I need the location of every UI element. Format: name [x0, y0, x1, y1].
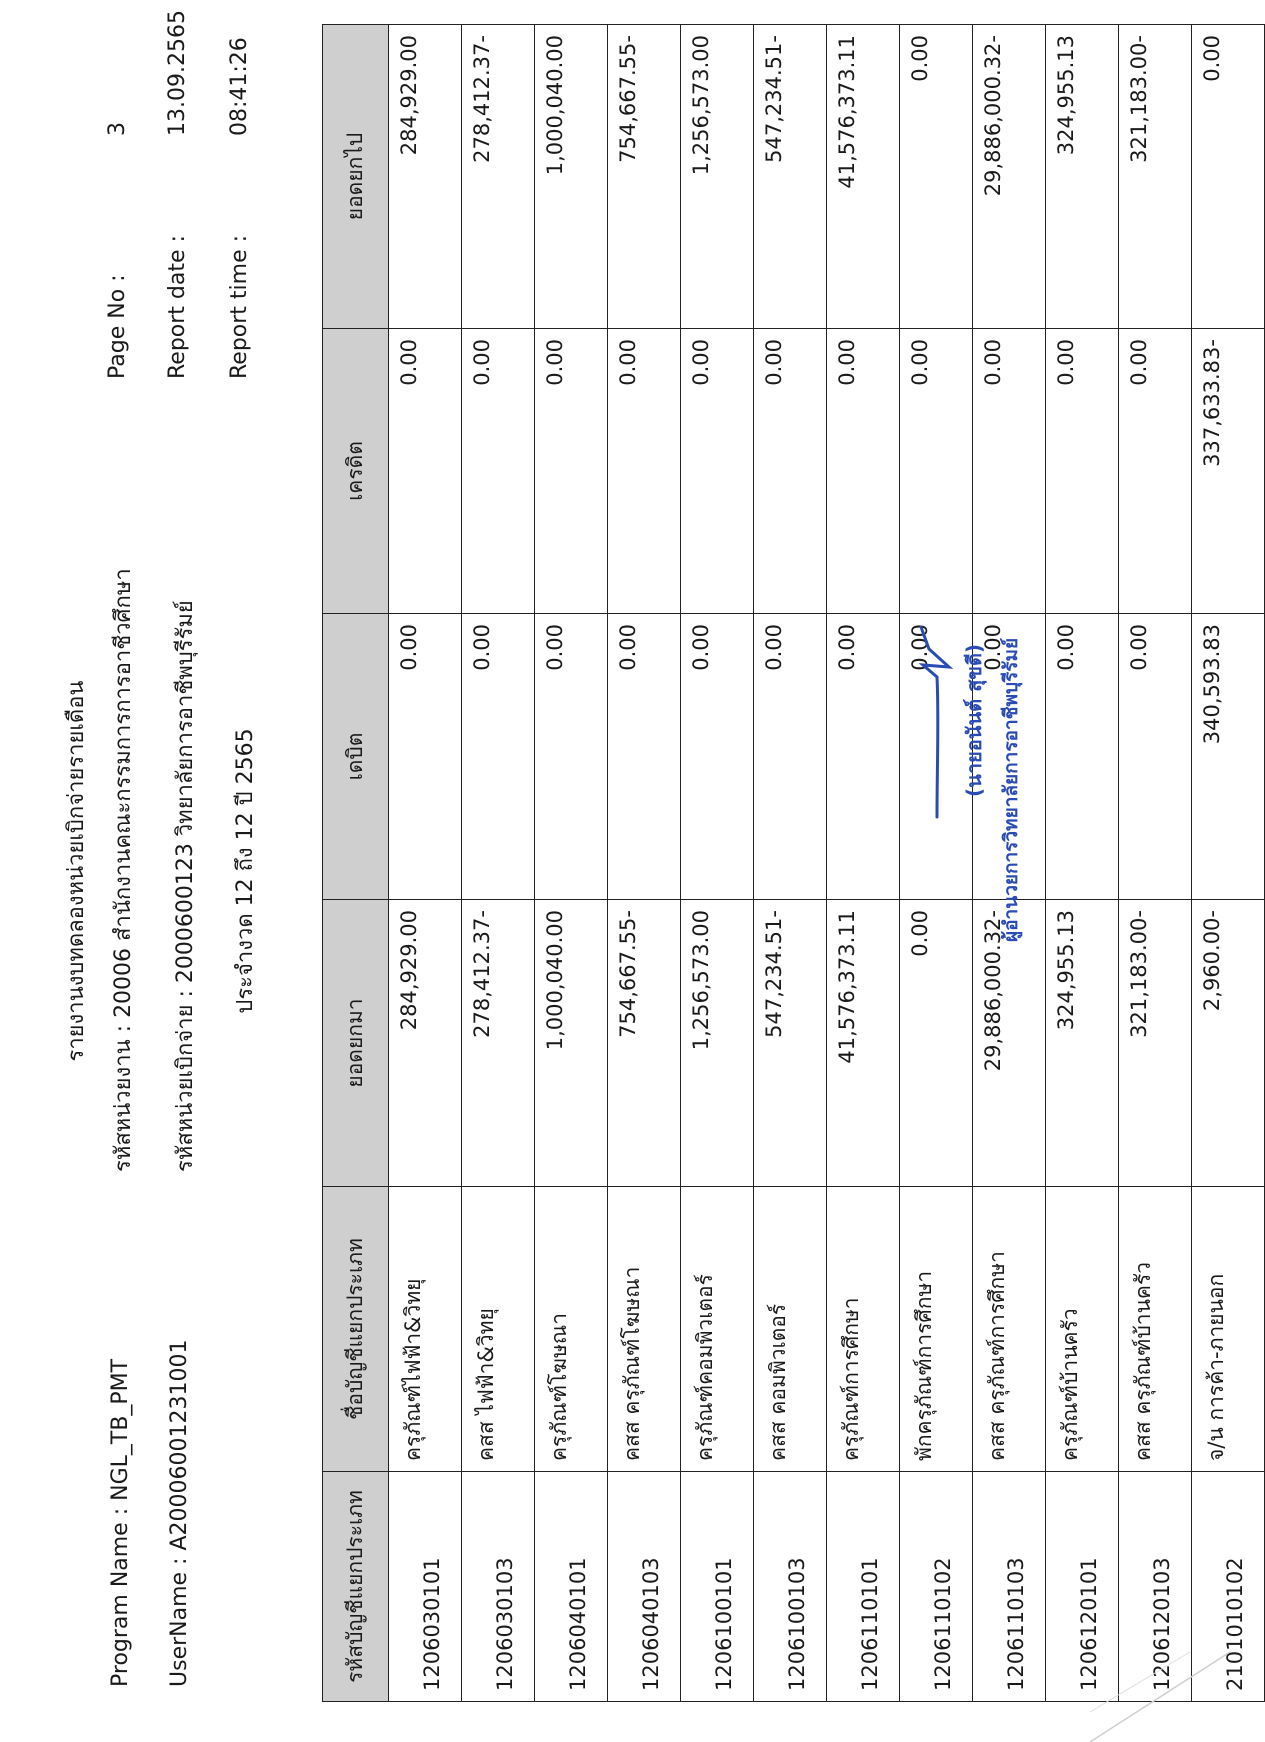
cell-closing-balance: 0.00 — [1192, 25, 1265, 329]
cell-account-name: ครุภัณฑ์การศึกษา — [827, 1187, 900, 1472]
cell-debit: 0.00 — [973, 614, 1046, 900]
cell-opening-balance: 29,886,000.32- — [973, 900, 1046, 1187]
cell-debit: 0.00 — [462, 614, 535, 900]
col-header-opening-balance: ยอดยกมา — [323, 900, 389, 1187]
cell-account-name: ครุภัณฑ์คอมพิวเตอร์ — [681, 1187, 754, 1472]
table-row — [1119, 25, 1192, 1702]
cell-closing-balance: 29,886,000.32- — [973, 25, 1046, 329]
page-no-label: Page No : — [105, 274, 130, 379]
cell-opening-balance: 278,412.37- — [462, 900, 535, 1187]
cell-account-name: ครุภัณฑ์โฆษณา — [535, 1187, 608, 1472]
stamp-position: ผู้อำนวยการวิทยาลัยการอาชีพบุรีรัมย์ — [1000, 637, 1022, 942]
cell-account-name: คสส ครุภัณฑ์โฆษณา — [608, 1187, 681, 1472]
cell-opening-balance: 284,929.00 — [389, 900, 462, 1187]
col-header-account-code: รหัสบัญชีแยกประเภท — [323, 1472, 389, 1702]
cell-closing-balance: 547,234.51- — [754, 25, 827, 329]
cell-account-name: ครุภัณฑ์ไฟฟ้า&วิทยุ — [389, 1187, 462, 1472]
cell-debit: 0.00 — [754, 614, 827, 900]
cell-credit: 0.00 — [827, 329, 900, 614]
table-row — [681, 25, 754, 1702]
cell-closing-balance: 284,929.00 — [389, 25, 462, 329]
cell-account-code: 1206100103 — [754, 1472, 827, 1702]
cell-credit: 0.00 — [1046, 329, 1119, 614]
trial-balance-table — [322, 24, 1265, 1702]
report-date-value: 13.09.2565 — [165, 10, 190, 136]
table-row — [389, 25, 462, 1702]
table-row — [608, 25, 681, 1702]
cell-opening-balance: 1,000,040.00 — [535, 900, 608, 1187]
cell-opening-balance: 547,234.51- — [754, 900, 827, 1187]
cell-account-name: พักครุภัณฑ์การศึกษา — [900, 1187, 973, 1472]
report-time-label: Report time : — [227, 234, 252, 379]
cell-opening-balance: 321,183.00- — [1119, 900, 1192, 1187]
cell-account-code: 1206040103 — [608, 1472, 681, 1702]
cell-credit: 0.00 — [681, 329, 754, 614]
table-row — [1192, 25, 1265, 1702]
table-body — [389, 25, 1265, 1702]
cell-closing-balance: 1,256,573.00 — [681, 25, 754, 329]
cell-account-code: 1206040101 — [535, 1472, 608, 1702]
cell-closing-balance: 1,000,040.00 — [535, 25, 608, 329]
cell-opening-balance: 324,955.13 — [1046, 900, 1119, 1187]
cell-credit: 0.00 — [535, 329, 608, 614]
col-header-account-name: ชื่อบัญชีแยกประเภท — [323, 1187, 389, 1472]
cell-debit: 340,593.83 — [1192, 614, 1265, 900]
cell-account-code: 1206110102 — [900, 1472, 973, 1702]
cell-account-name: คสส ครุภัณฑ์การศึกษา — [973, 1187, 1046, 1472]
table-row — [1046, 25, 1119, 1702]
cell-credit: 0.00 — [973, 329, 1046, 614]
cell-account-code: 1206030103 — [462, 1472, 535, 1702]
cell-account-name: จ/น การค้า-ภายนอก — [1192, 1187, 1265, 1472]
cell-credit: 0.00 — [900, 329, 973, 614]
cell-debit: 0.00 — [1119, 614, 1192, 900]
cell-closing-balance: 321,183.00- — [1119, 25, 1192, 329]
col-header-closing-balance: ยอดยกไป — [323, 25, 389, 329]
cell-account-name: คสส ครุภัณฑ์บ้านครัว — [1119, 1187, 1192, 1472]
cell-account-code: 1206110101 — [827, 1472, 900, 1702]
cell-account-name: คสส ไฟฟ้า&วิทยุ — [462, 1187, 535, 1472]
cell-account-code: 1206120101 — [1046, 1472, 1119, 1702]
table-row — [462, 25, 535, 1702]
cell-debit: 0.00 — [1046, 614, 1119, 900]
cell-account-code: 1206120103 — [1119, 1472, 1192, 1702]
cell-account-code: 2101010102 — [1192, 1472, 1265, 1702]
table-header-row — [323, 25, 389, 1702]
page-fold-mark — [1090, 1652, 1230, 1742]
cell-debit: 0.00 — [827, 614, 900, 900]
disbursement-unit-line: รหัสหน่วยเบิกจ่าย : 2000600123 วิทยาลัยการอาชีพบุรีรัมย์ — [173, 600, 198, 1172]
program-name: Program Name : NGL_TB_PMT — [108, 1358, 133, 1687]
cell-opening-balance: 754,667.55- — [608, 900, 681, 1187]
cell-credit: 0.00 — [754, 329, 827, 614]
unit-line: รหัสหน่วยงาน : 20006 สำนักงานคณะกรรมการการอาชีวศึกษา — [111, 568, 136, 1172]
cell-debit: 0.00 — [900, 614, 973, 900]
signature-scribble — [915, 617, 955, 827]
cell-opening-balance: 1,256,573.00 — [681, 900, 754, 1187]
cell-account-code: 1206030101 — [389, 1472, 462, 1702]
cell-closing-balance: 0.00 — [900, 25, 973, 329]
cell-debit: 0.00 — [535, 614, 608, 900]
cell-account-name: คสส คอมพิวเตอร์ — [754, 1187, 827, 1472]
cell-account-code: 1206100101 — [681, 1472, 754, 1702]
col-header-credit: เครดิต — [323, 329, 389, 614]
cell-debit: 0.00 — [608, 614, 681, 900]
cell-credit: 0.00 — [389, 329, 462, 614]
cell-credit: 0.00 — [1119, 329, 1192, 614]
table-row — [754, 25, 827, 1702]
cell-debit: 0.00 — [389, 614, 462, 900]
cell-opening-balance: 2,960.00- — [1192, 900, 1265, 1187]
cell-account-name: ครุภัณฑ์บ้านครัว — [1046, 1187, 1119, 1472]
cell-closing-balance: 324,955.13 — [1046, 25, 1119, 329]
stamp-name: (นายอนันต์ สุขดี) — [962, 643, 986, 797]
cell-account-code: 1206110103 — [973, 1472, 1046, 1702]
report-date-label: Report date : — [165, 235, 190, 379]
page-no-value: 3 — [105, 122, 130, 136]
table-row — [535, 25, 608, 1702]
user-name: UserName : A20006001231001 — [167, 1339, 192, 1687]
cell-opening-balance: 0.00 — [900, 900, 973, 1187]
cell-credit: 0.00 — [462, 329, 535, 614]
col-header-debit: เดบิต — [323, 614, 389, 900]
report-title: รายงานงบทดลองหน่วยเบิกจ่ายรายเดือน — [64, 680, 89, 1062]
cell-debit: 0.00 — [681, 614, 754, 900]
cell-opening-balance: 41,576,373.11 — [827, 900, 900, 1187]
cell-closing-balance: 754,667.55- — [608, 25, 681, 329]
cell-credit: 0.00 — [608, 329, 681, 614]
cell-closing-balance: 278,412.37- — [462, 25, 535, 329]
table-row — [900, 25, 973, 1702]
cell-credit: 337,633.83- — [1192, 329, 1265, 614]
report-time-value: 08:41:26 — [227, 37, 252, 136]
table-row — [827, 25, 900, 1702]
cell-closing-balance: 41,576,373.11 — [827, 25, 900, 329]
period-line: ประจำงวด 12 ถึง 12 ปี 2565 — [233, 728, 258, 1014]
